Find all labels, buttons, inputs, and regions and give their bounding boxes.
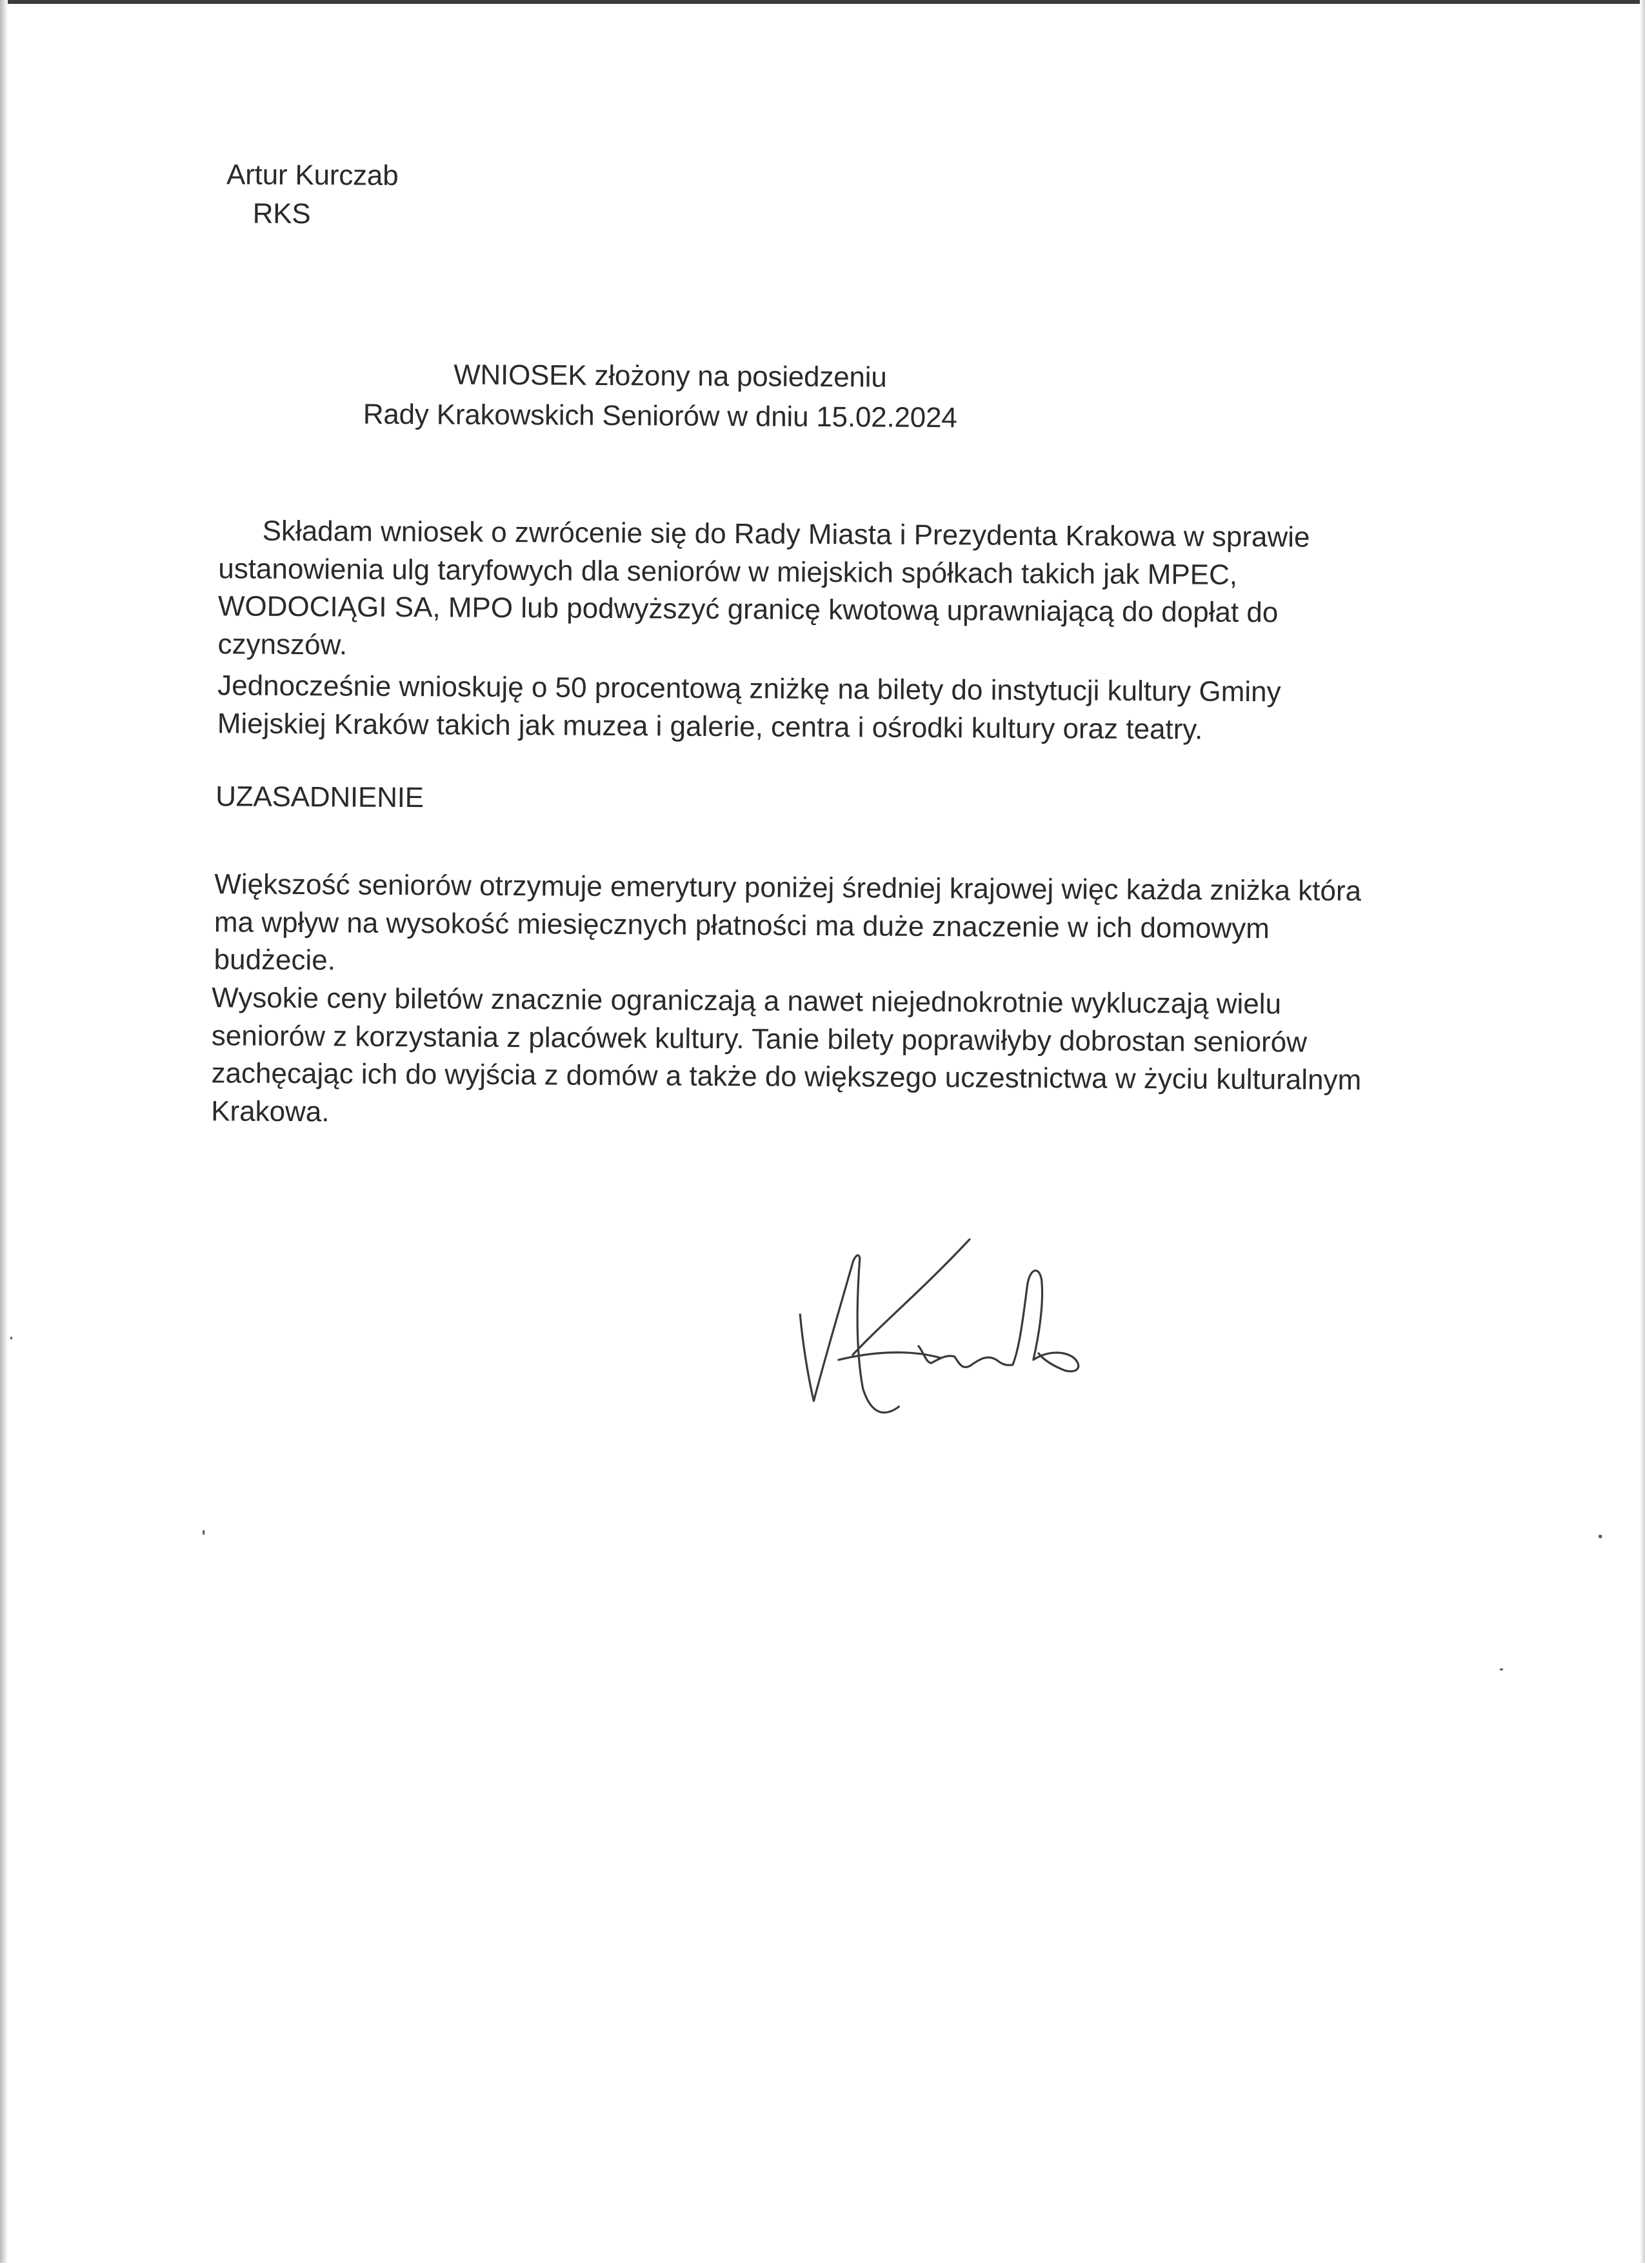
text-line: czynszów.	[217, 628, 348, 661]
justification-paragraph-1	[214, 866, 1361, 986]
handwritten-signature-icon	[785, 1219, 1135, 1440]
request-paragraph-2	[217, 667, 1281, 749]
text-line: Jednocześnie wnioskuję o 50 procentową zniżkę na bilety do instytucji kultury Gminy	[217, 670, 1281, 708]
text-line: ma wpływ na wysokość miesięcznych płatności ma duże znaczenie w ich domowym	[214, 906, 1270, 944]
scan-speck	[1500, 1668, 1503, 1670]
scan-speck	[203, 1530, 204, 1535]
text-line: seniorów z korzystania z placówek kultury. Tanie bilety poprawiłyby dobrostan seniorów	[211, 1019, 1308, 1059]
document-title-line-2: Rady Krakowskich Seniorów w dniu 15.02.2024	[363, 398, 957, 434]
justification-heading: UZASADNIENIE	[215, 781, 424, 814]
request-paragraph-1	[217, 512, 1310, 670]
text-line: Większość seniorów otrzymuje emerytury poniżej średniej krajowej więc każda zniżka która	[214, 868, 1362, 908]
text-line: ustanowienia ulg taryfowych dla seniorów w miejskich spółkach takich jak MPEC,	[218, 552, 1238, 591]
text-line: Miejskiej Kraków takich jak muzea i galerie, centra i ośrodki kultury oraz teatry.	[217, 707, 1203, 746]
scan-speck	[1599, 1535, 1602, 1538]
sender-name: Artur Kurczab	[226, 159, 399, 192]
document-title-line-1: WNIOSEK złożony na posiedzeniu	[454, 359, 887, 393]
text-line: WODOCIĄGI SA, MPO lub podwyższyć granicę kwotową uprawniającą do dopłat do	[217, 590, 1279, 629]
text-line: zachęcając ich do wyjścia z domów a także do większego uczestnictwa w życiu kulturalnym	[211, 1057, 1362, 1097]
text-line: Krakowa.	[211, 1095, 330, 1128]
text-line: Wysokie ceny biletów znacznie ograniczają a nawet niejednokrotnie wykluczają wielu	[212, 982, 1282, 1020]
sender-organization: RKS	[252, 197, 311, 230]
text-line: Składam wniosek o zwrócenie się do Rady Miasta i Prezydenta Krakowa w sprawie	[262, 515, 1310, 553]
justification-paragraph-2	[211, 979, 1362, 1137]
scan-speck	[10, 1337, 12, 1339]
text-line: budżecie.	[214, 944, 336, 977]
